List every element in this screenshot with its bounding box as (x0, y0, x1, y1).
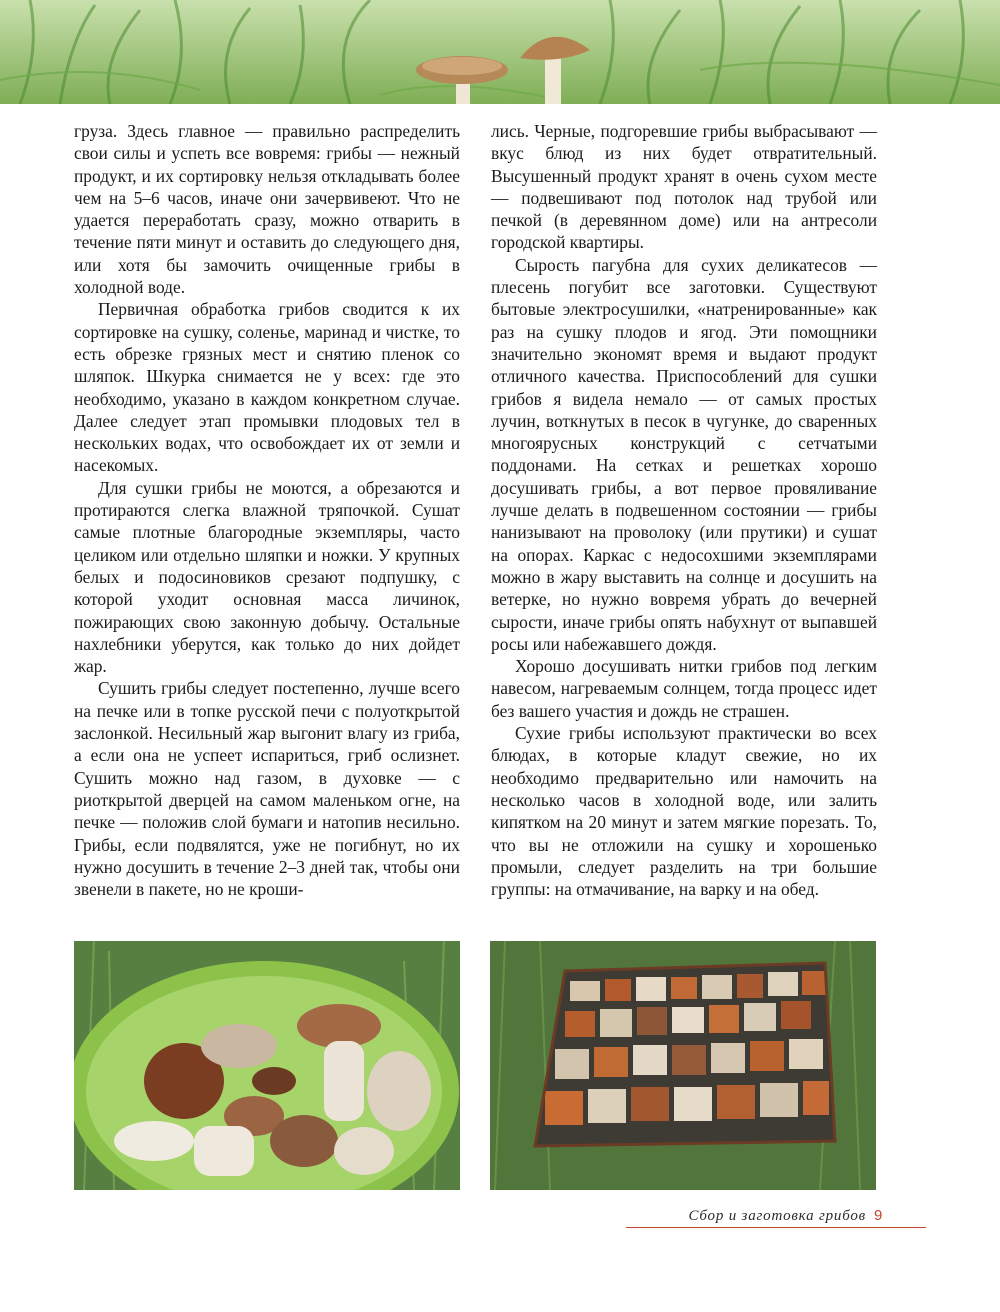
paragraph: груза. Здесь главное — правильно распределить свои силы и успеть все вовремя: грибы — нежный продукт, и их сортировку нельзя откладывать более чем на 5–6 часов, иначе они зачервивеют. Что не удается переработать сразу, можно отварить в течение пяти минут и оставить до следующего дня, или хотя бы замочить очищенные грибы в холодной воде. (74, 121, 460, 298)
footer-section-title: Сбор и заготовка грибов (688, 1208, 866, 1224)
photo-mushrooms-in-bowl (74, 941, 460, 1190)
paragraph: Для сушки грибы не моются, а обрезаются и протираются слегка влажной тряпочкой. Сушат самые плотные благородные экземпляры, часто целиком или отдельно шляпки и ножки. У крупных белых и подосиновиков срезают подпушку, с которой уходит основная масса личинок, пожирающих свою законную добычу. Остальные нахлебники уберутся, как только до них дойдет жар. (74, 477, 460, 677)
paragraph: Сухие грибы используют практически во всех блюдах, в которые кладут свежие, но их необходимо предварительно или намочить на несколько часов в холодной воде, или залить кипятком на 20 минут и затем мягкие порезать. То, что вы не отложили на сушку и хорошенько промыли, следует разделить на три большие группы: на отмачивание, на варку и на обед. (491, 723, 877, 900)
photo-mushrooms-drying-grate (490, 941, 876, 1190)
paragraph: Сырость пагубна для сухих деликатесов — плесень погубит все заготовки. Существуют бытовые электросушилки, «натренированные» как раз на сушку плодов и ягод. Эти помощники значительно экономят время и выдают продукт отличного качества. Приспособлений для сушки грибов я видела немало — от самых простых лучин, воткнутых в песок в чугунке, до сваренных многоярусных конструкций с сетчатыми поддонами. На сетках и решетках хорошо досушивать грибы, а вот первое провяливание лучше делать в подвешенном состоянии — грибы нанизывают на проволоку (или прутики) и сушат на опорах. Каркас с недосохшими экземплярами можно в жару выставить на солнце и досушить на ветерке, но нужно вовремя убрать до вечерней сырости, иначе грибы опять набухнут от выпавшей росы или набежавшего дождя. (491, 254, 877, 654)
page-number: 9 (874, 1207, 883, 1224)
paragraph: Первичная обработка грибов сводится к их сортировке на сушку, соленье, маринад и чистке, то есть обрезке грязных мест и снятию пленок со шляпок. Шкурка снимается не у всех: где это необходимо, указано в каждом конкретном случае. Далее следует этап промывки плодовых тел в нескольких водах, что освобождает их от земли и насекомых. (74, 299, 460, 476)
grass-mushroom-illustration (0, 0, 1000, 104)
right-text-column (491, 120, 877, 900)
header-grass-photo (0, 0, 1000, 104)
left-text-column (74, 120, 460, 900)
paragraph: лись. Черные, подгоревшие грибы выбрасывают — вкус блюд из них будет отвратительный. Высушенный продукт хранят в очень сухом месте — подвешивают под потолок над трубой или печкой (в деревянном доме) или на антресоли городской квартиры. (491, 121, 877, 253)
footer-rule (626, 1227, 926, 1228)
paragraph: Хорошо досушивать нитки грибов под легким навесом, нагреваемым солнцем, тогда процесс идет без вашего участия и дождь не страшен. (491, 656, 877, 721)
paragraph: Сушить грибы следует постепенно, лучше всего на печке или в топке русской печи с полуоткрытой заслонкой. Несильный жар выгонит влагу из гриба, а если она не успеет испариться, гриб ослизнет. Сушить можно над газом, в духовке — с риоткрытой дверцей на самом маленьком огне, на печке — положив слой бумаги и натопив несильно. Грибы, если подвялятся, уже не погибнут, но их нужно досушить в течение 2–3 дней так, чтобы они звенели в пакете, но не кроши- (74, 678, 460, 900)
